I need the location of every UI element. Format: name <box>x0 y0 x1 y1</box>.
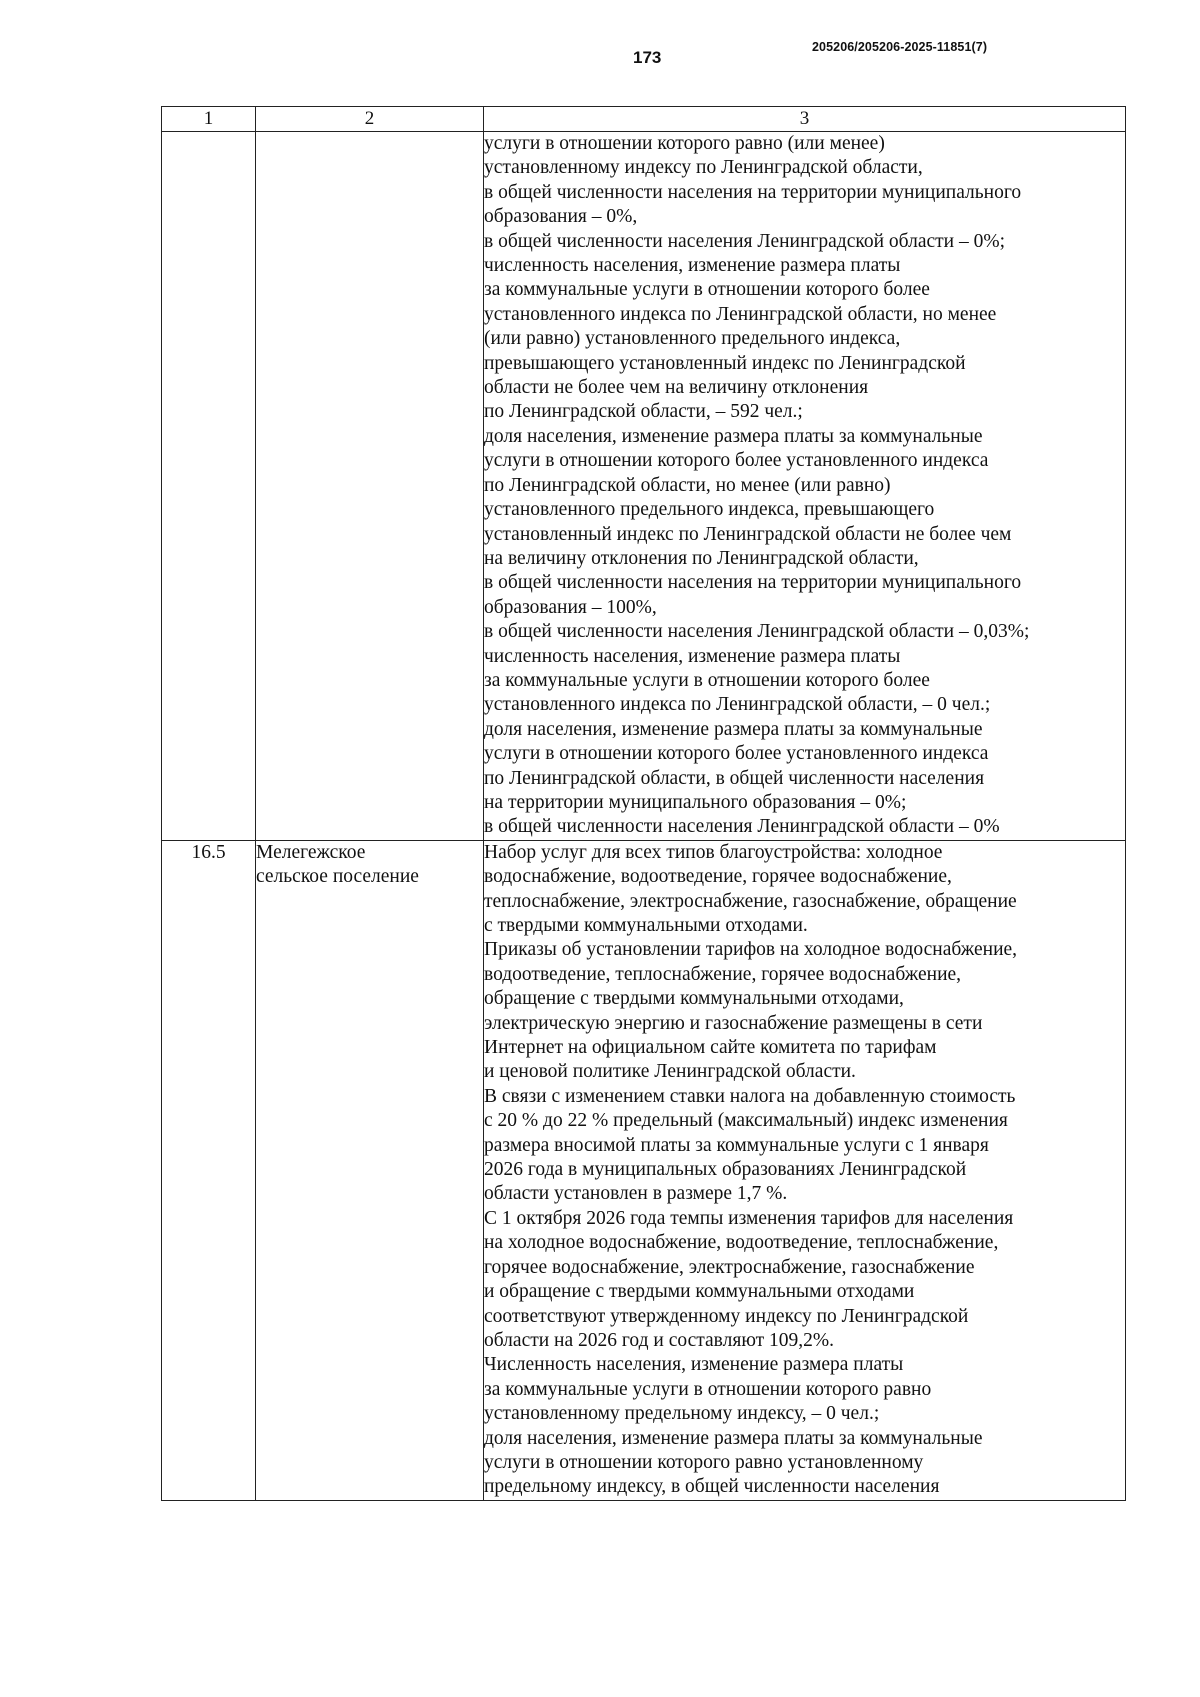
description-line: Интернет на официальном сайте комитета по тарифам <box>484 1037 937 1059</box>
description-line: в общей численности населения Ленинградской области – 0,03%; <box>484 621 1030 643</box>
column-header-row <box>162 107 1126 132</box>
description-line: образования – 0%, <box>484 206 638 228</box>
description-line: Численность населения, изменение размера платы <box>484 1354 904 1376</box>
description-line: в общей численности населения Ленинградской области – 0% <box>484 816 1000 838</box>
description-line: установленный индекс по Ленинградской области не более чем <box>484 523 1012 545</box>
description-line: области установлен в размере 1,7 %. <box>484 1183 788 1205</box>
description-line: Набор услуг для всех типов благоустройства: холодное <box>484 841 943 863</box>
description-line: установленного индекса по Ленинградской области, – 0 чел.; <box>484 694 991 716</box>
description-line: по Ленинградской области, – 592 чел.; <box>484 401 803 423</box>
description-line: области не более чем на величину отклонения <box>484 377 869 399</box>
column-header-2: 2 <box>256 107 484 132</box>
description-line: установленного предельного индекса, превышающего <box>484 499 935 521</box>
description-line: водоотведение, теплоснабжение, горячее водоснабжение, <box>484 963 962 985</box>
description-line: 2026 года в муниципальных образованиях Ленинградской <box>484 1159 967 1181</box>
description-cell <box>484 132 1126 841</box>
description-line: за коммунальные услуги в отношении которого более <box>484 279 930 301</box>
table-row <box>162 840 1126 1500</box>
description-line: превышающего установленный индекс по Ленинградской <box>484 352 966 374</box>
description-line: и обращение с твердыми коммунальными отходами <box>484 1281 915 1303</box>
description-line: доля населения, изменение размера платы за коммунальные <box>484 718 983 740</box>
description-line: на территории муниципального образования – 0%; <box>484 791 907 813</box>
row-number-cell <box>162 132 256 841</box>
description-line: размера вносимой платы за коммунальные услуги с 1 января <box>484 1134 989 1156</box>
description-line: в общей численности населения Ленинградской области – 0%; <box>484 230 1006 252</box>
description-line: обращение с твердыми коммунальными отходами, <box>484 988 904 1010</box>
description-line: услуги в отношении которого более установленного индекса <box>484 743 989 765</box>
description-line: установленного индекса по Ленинградской области, но менее <box>484 303 997 325</box>
description-line: услуги в отношении которого равно (или менее) <box>484 133 885 154</box>
column-header-3: 3 <box>484 107 1126 132</box>
settlement-name-cell <box>256 840 484 1500</box>
description-line: за коммунальные услуги в отношении которого более <box>484 669 930 691</box>
document-code: 205206/205206-2025-11851(7) <box>812 40 988 54</box>
description-line: Приказы об установлении тарифов на холодное водоснабжение, <box>484 939 1018 961</box>
description-line: численность населения, изменение размера платы <box>484 645 901 667</box>
description-line: и ценовой политике Ленинградской области. <box>484 1061 856 1083</box>
description-line: предельному индексу, в общей численности населения <box>484 1476 940 1498</box>
description-line: доля населения, изменение размера платы за коммунальные <box>484 1427 983 1449</box>
description-line: области на 2026 год и составляют 109,2%. <box>484 1329 835 1351</box>
description-line: установленному индексу по Ленинградской области, <box>484 157 923 179</box>
description-line: численность населения, изменение размера платы <box>484 255 901 277</box>
description-line: горячее водоснабжение, электроснабжение, газоснабжение <box>484 1256 975 1278</box>
description-line: С 1 октября 2026 года темпы изменения тарифов для населения <box>484 1207 1014 1229</box>
description-line: на холодное водоснабжение, водоотведение, теплоснабжение, <box>484 1232 999 1254</box>
description-line: услуги в отношении которого более установленного индекса <box>484 450 989 472</box>
description-line: в общей численности населения на территории муниципального <box>484 572 1022 594</box>
settlement-name-cell <box>256 132 484 841</box>
description-line: услуги в отношении которого равно установленному <box>484 1451 924 1473</box>
description-line: по Ленинградской области, в общей численности населения <box>484 767 985 789</box>
table-row <box>162 132 1126 841</box>
description-line: образования – 100%, <box>484 596 657 618</box>
description-line: доля населения, изменение размера платы за коммунальные <box>484 425 983 447</box>
description-line: (или равно) установленного предельного индекса, <box>484 328 901 350</box>
description-line: в общей численности населения на территории муниципального <box>484 181 1022 203</box>
description-line: водоснабжение, водоотведение, горячее водоснабжение, <box>484 866 952 888</box>
description-line: за коммунальные услуги в отношении которого равно <box>484 1378 932 1400</box>
description-line: на величину отклонения по Ленинградской области, <box>484 547 919 569</box>
page-number: 173 <box>633 48 662 67</box>
column-header-1: 1 <box>162 107 256 132</box>
settlement-name-line: сельское поселение <box>256 866 419 888</box>
description-line: с 20 % до 22 % предельный (максимальный) индекс изменения <box>484 1110 1008 1132</box>
description-line: с твердыми коммунальными отходами. <box>484 915 808 936</box>
settlement-name-line: Мелегежское <box>256 841 366 863</box>
description-line: электрическую энергию и газоснабжение размещены в сети <box>484 1012 983 1034</box>
description-line: по Ленинградской области, но менее (или равно) <box>484 474 891 496</box>
description-line: соответствуют утвержденному индексу по Ленинградской <box>484 1305 969 1327</box>
description-line: установленному предельному индексу, – 0 чел.; <box>484 1403 880 1425</box>
description-line: теплоснабжение, электроснабжение, газоснабжение, обращение <box>484 890 1017 912</box>
row-number-cell: 16.5 <box>162 840 256 1500</box>
description-line: В связи с изменением ставки налога на добавленную стоимость <box>484 1085 1016 1107</box>
description-cell <box>484 840 1126 1500</box>
data-table <box>161 106 1126 1501</box>
